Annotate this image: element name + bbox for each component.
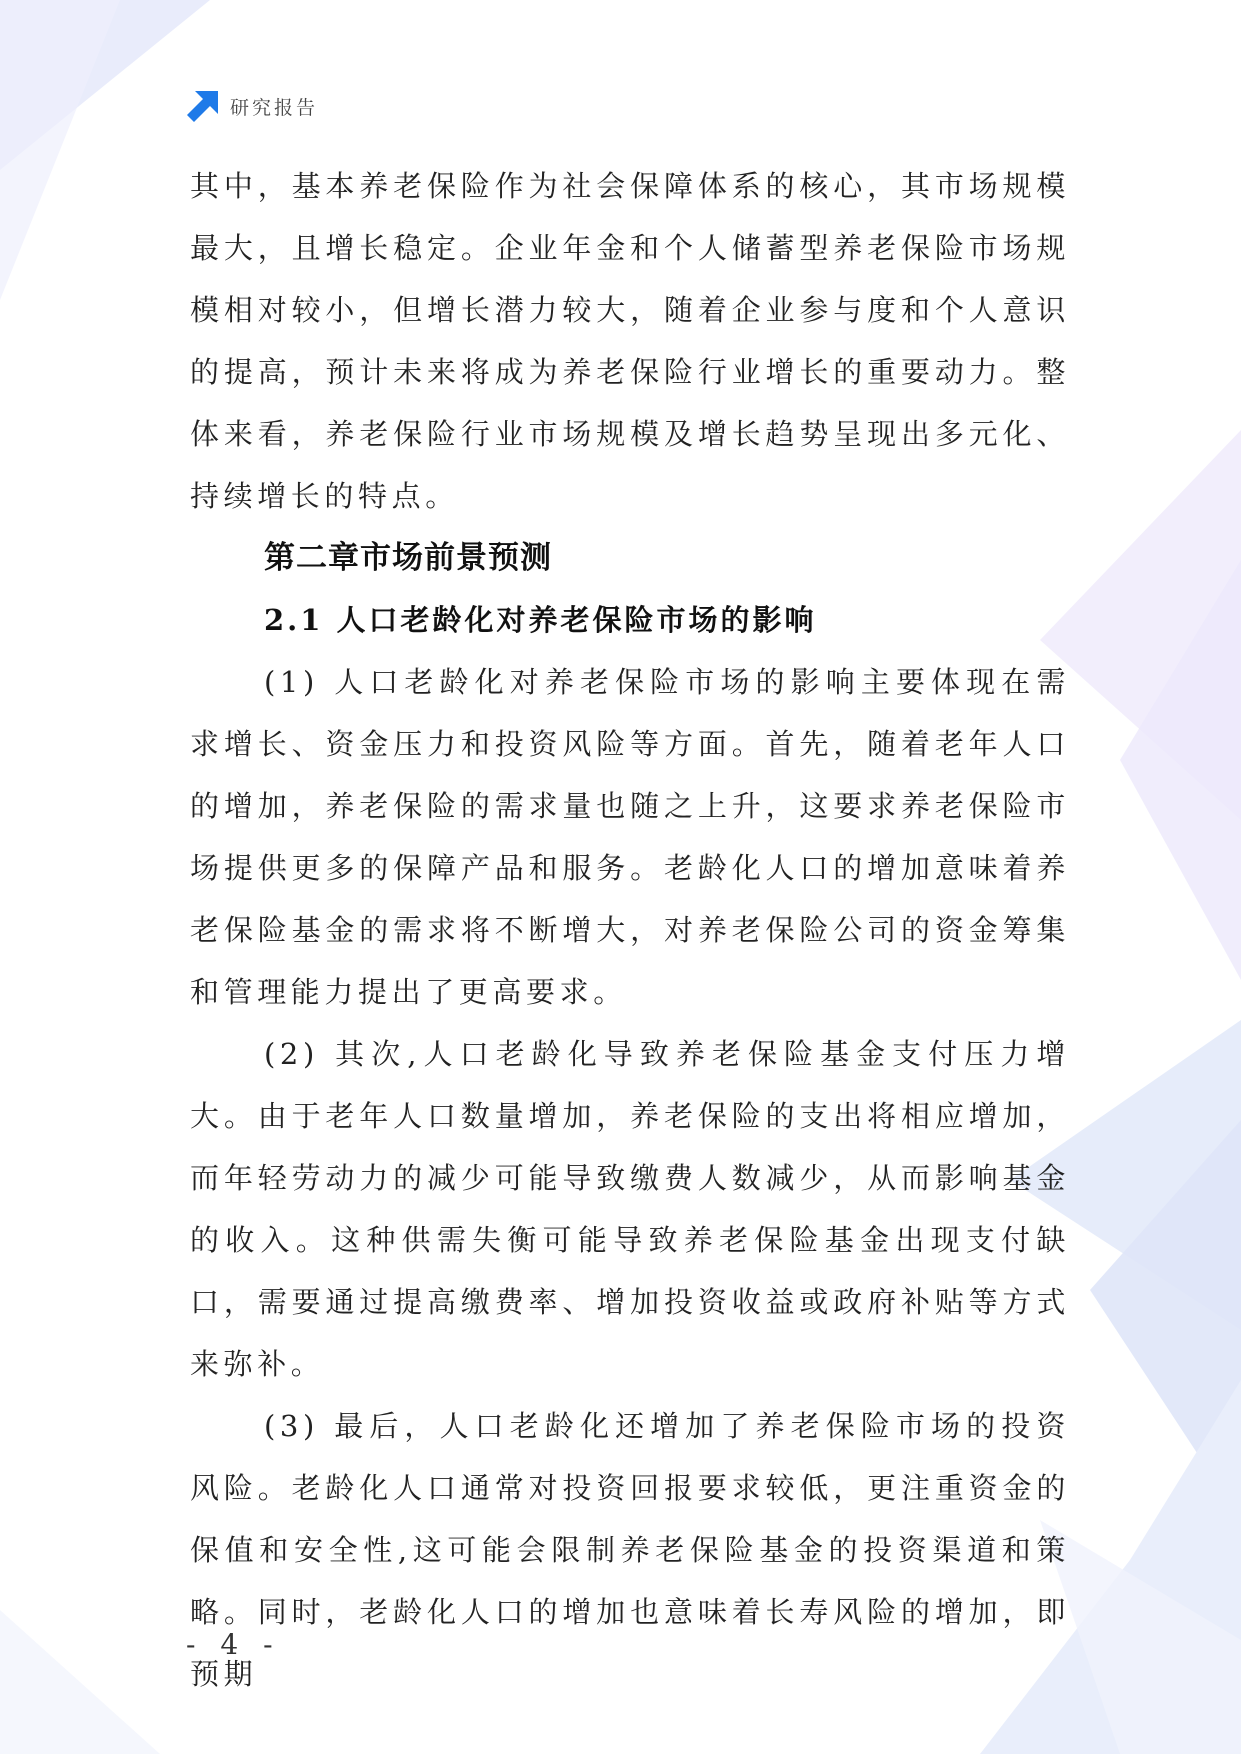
paragraph-intro: 其中，基本养老保险作为社会保障体系的核心，其市场规模最大，且增长稳定。企业年金和个人储蓄型养老保险市场规模相对较小，但增长潜力较大，随着企业参与度和个人意识的提高，预计未来将成为养老保险行业增长的重要动力。整体来看，养老保险行业市场规模及增长趋势呈现出多元化、持续增长的特点。 <box>190 169 1070 513</box>
page-number: - 4 - <box>186 1628 281 1661</box>
chapter-title: 第二章市场前景预测 <box>264 540 552 576</box>
document-body <box>190 155 1070 1705</box>
paragraph-3: (3) 最后，人口老龄化还增加了养老保险市场的投资风险。老龄化人口通常对投资回报要求较低，更注重资金的保值和安全性,这可能会限制养老保险基金的投资渠道和策略。同时，老龄化人口的增加也意味着长寿风险的增加，即预期 <box>190 1409 1070 1691</box>
paragraph-2: (2) 其次,人口老龄化导致养老保险基金支付压力增大。由于老年人口数量增加，养老保险的支出将相应增加，而年轻劳动力的减少可能导致缴费人数减少，从而影响基金的收入。这种供需失衡可能导致养老保险基金出现支付缺口，需要通过提高缴费率、增加投资收益或政府补贴等方式来弥补。 <box>190 1037 1070 1381</box>
report-header <box>186 88 318 124</box>
header-title: 研究报告 <box>230 96 319 119</box>
paragraph-1: (1) 人口老龄化对养老保险市场的影响主要体现在需求增长、资金压力和投资风险等方面。首先，随着老年人口的增加，养老保险的需求量也随之上升，这要求养老保险市场提供更多的保障产品和服务。老龄化人口的增加意味着养老保险基金的需求将不断增大，对养老保险公司的资金筹集和管理能力提出了更高要求。 <box>190 665 1070 1009</box>
section-title: 2.1 人口老龄化对养老保险市场的影响 <box>264 603 817 637</box>
arrow-up-right-icon <box>186 89 220 123</box>
